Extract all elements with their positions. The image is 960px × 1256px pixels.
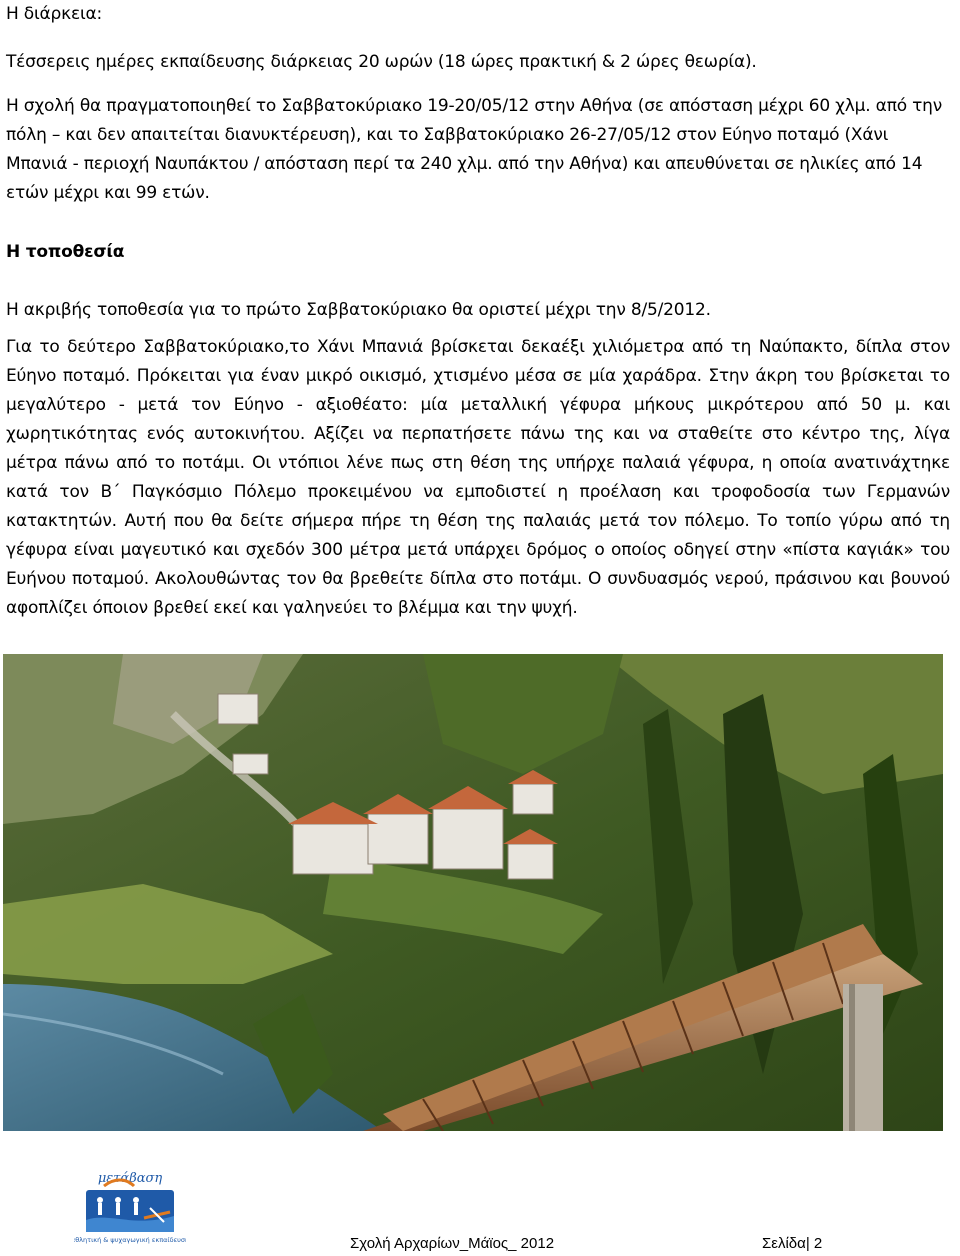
footer-page-number: Σελίδα| 2 bbox=[762, 1235, 823, 1252]
duration-paragraph: Τέσσερεις ημέρες εκπαίδευσης διάρκειας 20 ωρών (18 ώρες πρακτική & 2 ώρες θεωρία). bbox=[6, 52, 757, 72]
bridge-landscape-image bbox=[3, 654, 943, 1131]
metavasi-logo-icon bbox=[74, 1168, 186, 1252]
bridge-photo bbox=[3, 654, 943, 1131]
footer-document-title: Σχολή Αρχαρίων_Μάϊος_ 2012 bbox=[350, 1235, 555, 1252]
svg-text:μετάβαση: μετάβαση bbox=[97, 1171, 163, 1186]
schedule-paragraph: Η σχολή θα πραγματοποιηθεί το Σαββατοκύριακο 19-20/05/12 στην Αθήνα (σε απόσταση μέχρι 60 χλμ. από την πόλη – και δεν απαιτείται διανυκτέρευση), και το Σαββατοκύριακο 26-27/05/12 στον Εύηνο ποταμό (Χάνι Μπανιά - περιοχή Ναυπάκτου / απόσταση περί τα 240 χλμ. από την Αθήνα) και απευθύνεται σε ηλικίες από 14 ετών μέχρι και 99 ετών. bbox=[6, 96, 943, 203]
location-heading: Η τοποθεσία bbox=[6, 242, 125, 262]
organization-logo bbox=[74, 1168, 186, 1252]
second-weekend-paragraph: Για το δεύτερο Σαββατοκύριακο,το Χάνι Μπανιά βρίσκεται δεκαέξι χιλιόμετρα από τη Ναύπακτο, δίπλα στον Εύηνο ποταμό. Πρόκειται για έναν μικρό οικισμό, χτισμένο μέσα σε μία χαράδρα. Στην άκρη του βρίσκεται το μεγαλύτερο - μετά τον Εύηνο - αξιοθέατο: μία μεταλλική γέφυρα μήκους μικρότερου από 50 μ. και χωρητικότητας ενός αυτοκινήτου. Αξίζει να περπατήσετε πάνω της και να σταθείτε στο κέντρο της, λίγα μέτρα πάνω από το ποτάμι. Οι ντόπιοι λένε πως στη θέση της υπήρχε παλαιά γέφυρα, η οποία ανατινάχτηκε κατά τον Β΄ Παγκόσμιο Πόλεμο προκειμένου να εμποδιστεί η προέλαση και τροφοδοσία των Γερμανών κατακτητών. Αυτή που θα δείτε σήμερα πήρε τη θέση της παλαιάς μετά τον πόλεμο. Το τοπίο γύρω από τη γέφυρα είναι μαγευτικό και σχεδόν 300 μέτρα μετά υπάρχει δρόμος ο οποίος οδηγεί στην «πίστα καγιάκ» του Ευήνου ποταμού. Ακολουθώντας τον θα βρεθείτε δίπλα στο ποτάμι. Ο συνδυασμός νερού, πράσινου και βουνού αφοπλίζει όποιον βρεθεί εκεί και γαληνεύει το βλέμμα και την ψυχή. bbox=[6, 337, 950, 618]
logo-tagline: αθλητική & ψυχαγωγική εκπαίδευση bbox=[74, 1236, 186, 1244]
first-weekend-paragraph: Η ακριβής τοποθεσία για το πρώτο Σαββατοκύριακο θα οριστεί μέχρι την 8/5/2012. bbox=[6, 300, 711, 320]
duration-heading: Η διάρκεια: bbox=[6, 4, 103, 24]
